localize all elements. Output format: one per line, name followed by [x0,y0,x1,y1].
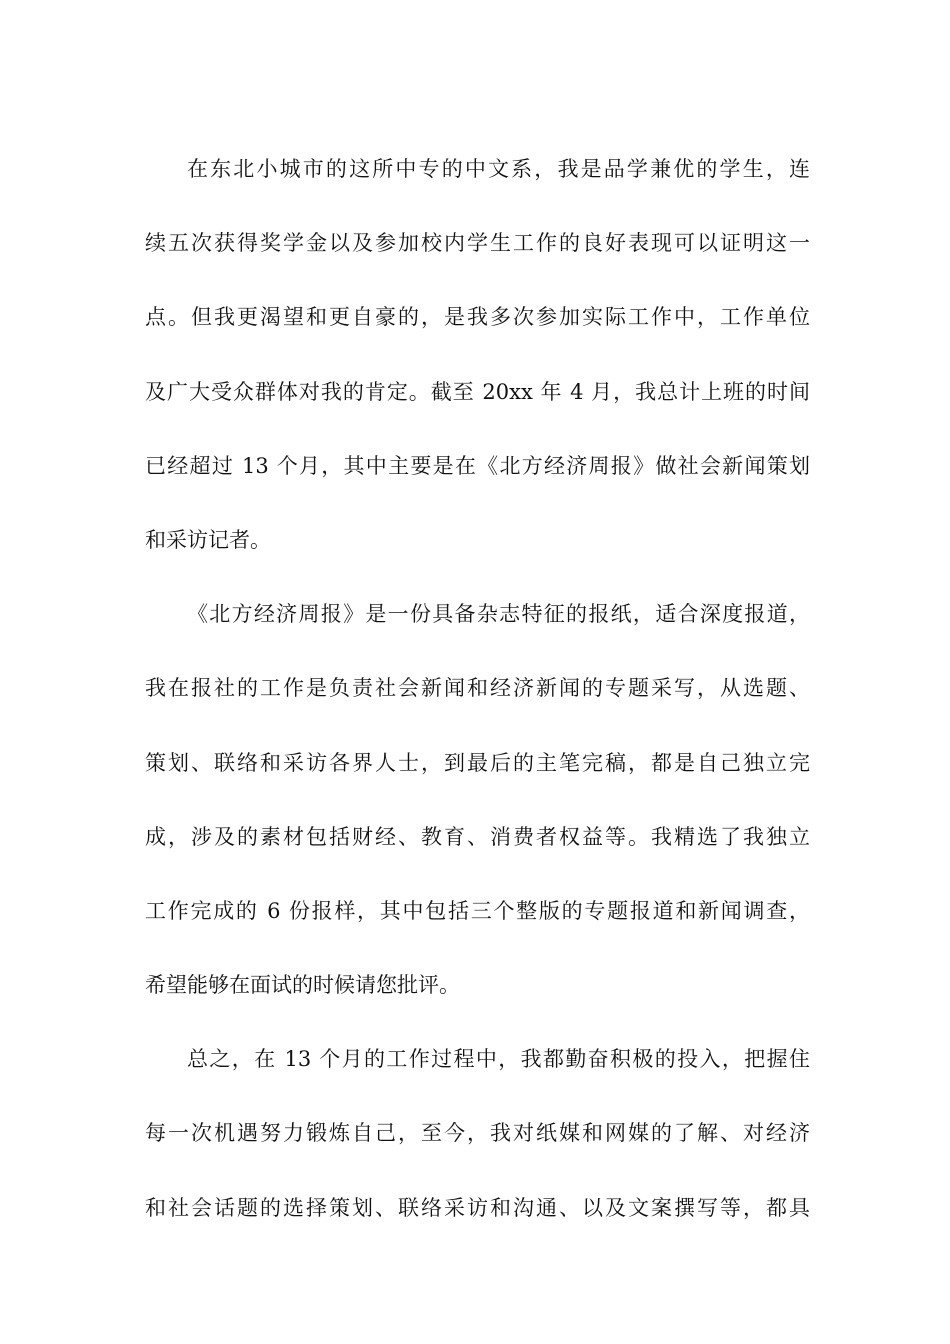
paragraph-2-line-5: 工作完成的 6 份报样，其中包括三个整版的专题报道和新闻调查， [145,898,810,923]
paragraph-3-line-1: 总之，在 13 个月的工作过程中，我都勤奋积极的投入，把握住 [187,1047,810,1072]
paragraph-2-line-3: 策划、联络和采访各界人士，到最后的主笔完稿，都是自己独立完 [145,750,810,775]
paragraph-1-line-6: 和采访记者。 [145,527,271,552]
paragraph-1-line-2: 续五次获得奖学金以及参加校内学生工作的良好表现可以证明这一 [145,231,810,256]
document-body [145,132,810,1245]
paragraph-2-line-4: 成，涉及的素材包括财经、教育、消费者权益等。我精选了我独立 [145,824,810,849]
paragraph-3-line-3: 和社会话题的选择策划、联络采访和沟通、以及文案撰写等，都具 [145,1195,810,1220]
paragraph-2-line-1: 《北方经济周报》是一份具备杂志特征的报纸，适合深度报道， [187,602,810,627]
paragraph-1-line-5: 已经超过 13 个月，其中主要是在《北方经济周报》做社会新闻策划 [145,453,810,478]
paragraph-1-line-4: 及广大受众群体对我的肯定。截至 20xx 年 4 月，我总计上班的时间 [145,379,810,404]
paragraph-2-line-2: 我在报社的工作是负责社会新闻和经济新闻的专题采写，从选题、 [145,676,810,701]
paragraph-1-line-3: 点。但我更渴望和更自豪的，是我多次参加实际工作中，工作单位 [145,305,810,330]
paragraph-1-line-1: 在东北小城市的这所中专的中文系，我是品学兼优的学生，连 [187,157,810,181]
paragraph-2-line-6: 希望能够在面试的时候请您批评。 [145,973,460,998]
paragraph-3-line-2: 每一次机遇努力锻炼自己，至今，我对纸媒和网媒的了解、对经济 [145,1121,810,1146]
